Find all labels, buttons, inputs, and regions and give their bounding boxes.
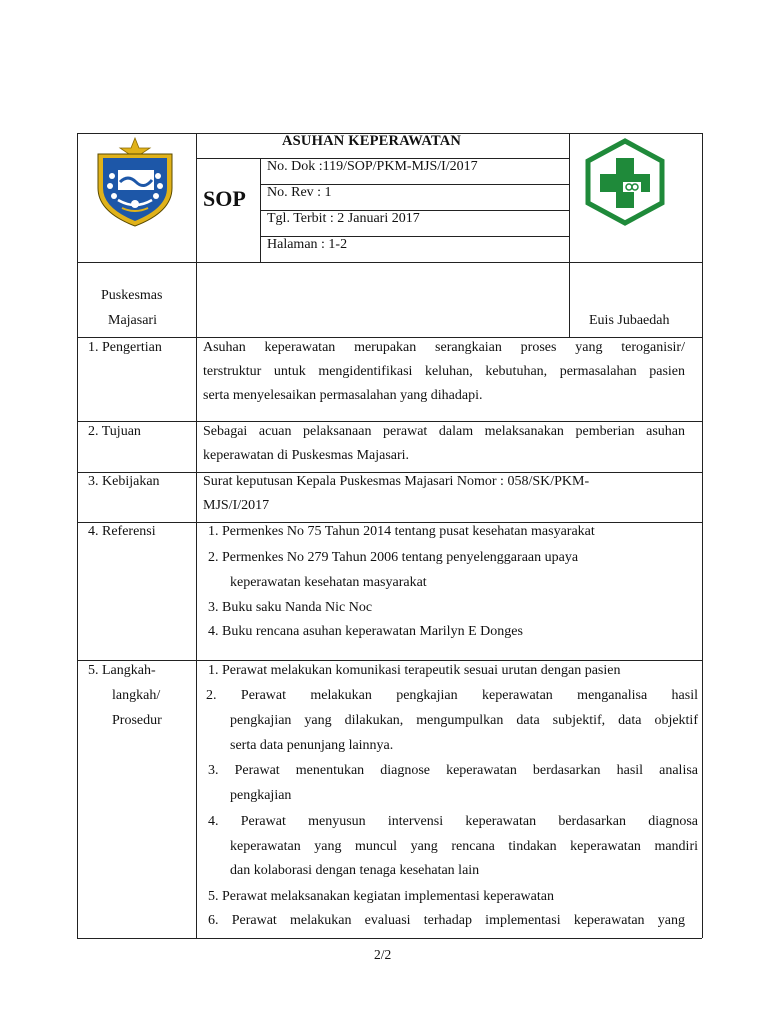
pengertian-line: serta menyelesaikan permasalahan yang dihadapi. (203, 388, 483, 403)
doc-number: No. Dok :119/SOP/PKM-MJS/I/2017 (267, 159, 478, 174)
prosedur-line: pengkajian yang dilakukan, mengumpulkan data subjektif, data objektif (230, 713, 698, 728)
document-title: ASUHAN KEPERAWATAN (282, 133, 462, 149)
regional-crest-logo (92, 136, 178, 228)
issue-date: Tgl. Terbit : 2 Januari 2017 (267, 211, 420, 226)
referensi-item: keperawatan kesehatan masyarakat (230, 575, 427, 590)
prosedur-line: 3. Perawat menentukan diagnose keperawatan berdasarkan hasil analisa (208, 763, 698, 778)
prosedur-line: 5. Perawat melaksanakan kegiatan implementasi keperawatan (208, 889, 554, 904)
prosedur-line: 4. Perawat menyusun intervensi keperawatan berdasarkan diagnosa (208, 814, 698, 829)
page-range: Halaman : 1-2 (267, 237, 348, 252)
tujuan-line: keperawatan di Puskesmas Majasari. (203, 448, 410, 463)
prosedur-line: serta data penunjang lainnya. (230, 738, 394, 753)
referensi-item: 3. Buku saku Nanda Nic Noc (208, 600, 373, 615)
prosedur-line: 2. Perawat melakukan pengkajian keperawatan menganalisa hasil (206, 688, 698, 703)
section-label-referensi: 4. Referensi (88, 524, 156, 539)
referensi-item: 2. Permenkes No 279 Tahun 2006 tentang penyelenggaraan upaya (208, 550, 579, 565)
pengertian-line: terstruktur untuk mengidentifikasi keluhan, kebutuhan, permasalahan pasien (203, 364, 685, 379)
kebijakan-line: MJS/I/2017 (203, 498, 270, 513)
prosedur-line: keperawatan yang muncul yang rencana tindakan keperawatan mandiri (230, 839, 698, 854)
section-label-kebijakan: 3. Kebijakan (88, 474, 160, 489)
pengertian-line: Asuhan keperawatan merupakan serangkaian proses yang teroganisir/ (203, 340, 685, 355)
section-label-langkah: Prosedur (112, 713, 162, 728)
org-name-line1: Puskesmas (101, 288, 163, 303)
page-number: 2/2 (374, 947, 392, 962)
section-label-langkah: 5. Langkah- (88, 663, 156, 678)
revision-number: No. Rev : 1 (267, 185, 332, 200)
prosedur-line: pengkajian (230, 788, 292, 803)
referensi-item: 1. Permenkes No 75 Tahun 2014 tentang pusat kesehatan masyarakat (208, 524, 595, 539)
kebijakan-line: Surat keputusan Kepala Puskesmas Majasari Nomor : 058/SK/PKM- (203, 474, 590, 489)
prosedur-line: dan kolaborasi dengan tenaga kesehatan lain (230, 863, 480, 878)
tujuan-line: Sebagai acuan pelaksanaan perawat dalam melaksanakan pemberian asuhan (203, 424, 685, 439)
puskesmas-cross-logo (583, 138, 667, 226)
signer-name: Euis Jubaedah (589, 313, 670, 328)
prosedur-line: 6. Perawat melakukan evaluasi terhadap implementasi keperawatan yang (208, 913, 685, 928)
referensi-item: 4. Buku rencana asuhan keperawatan Marilyn E Donges (208, 624, 523, 639)
section-label-tujuan: 2. Tujuan (88, 424, 141, 439)
section-label-langkah: langkah/ (112, 688, 161, 703)
prosedur-line: 1. Perawat melakukan komunikasi terapeutik sesuai urutan dengan pasien (208, 663, 621, 678)
org-name-line2: Majasari (108, 313, 157, 328)
section-label-pengertian: 1. Pengertian (88, 340, 162, 355)
sop-label: SOP (203, 186, 246, 211)
